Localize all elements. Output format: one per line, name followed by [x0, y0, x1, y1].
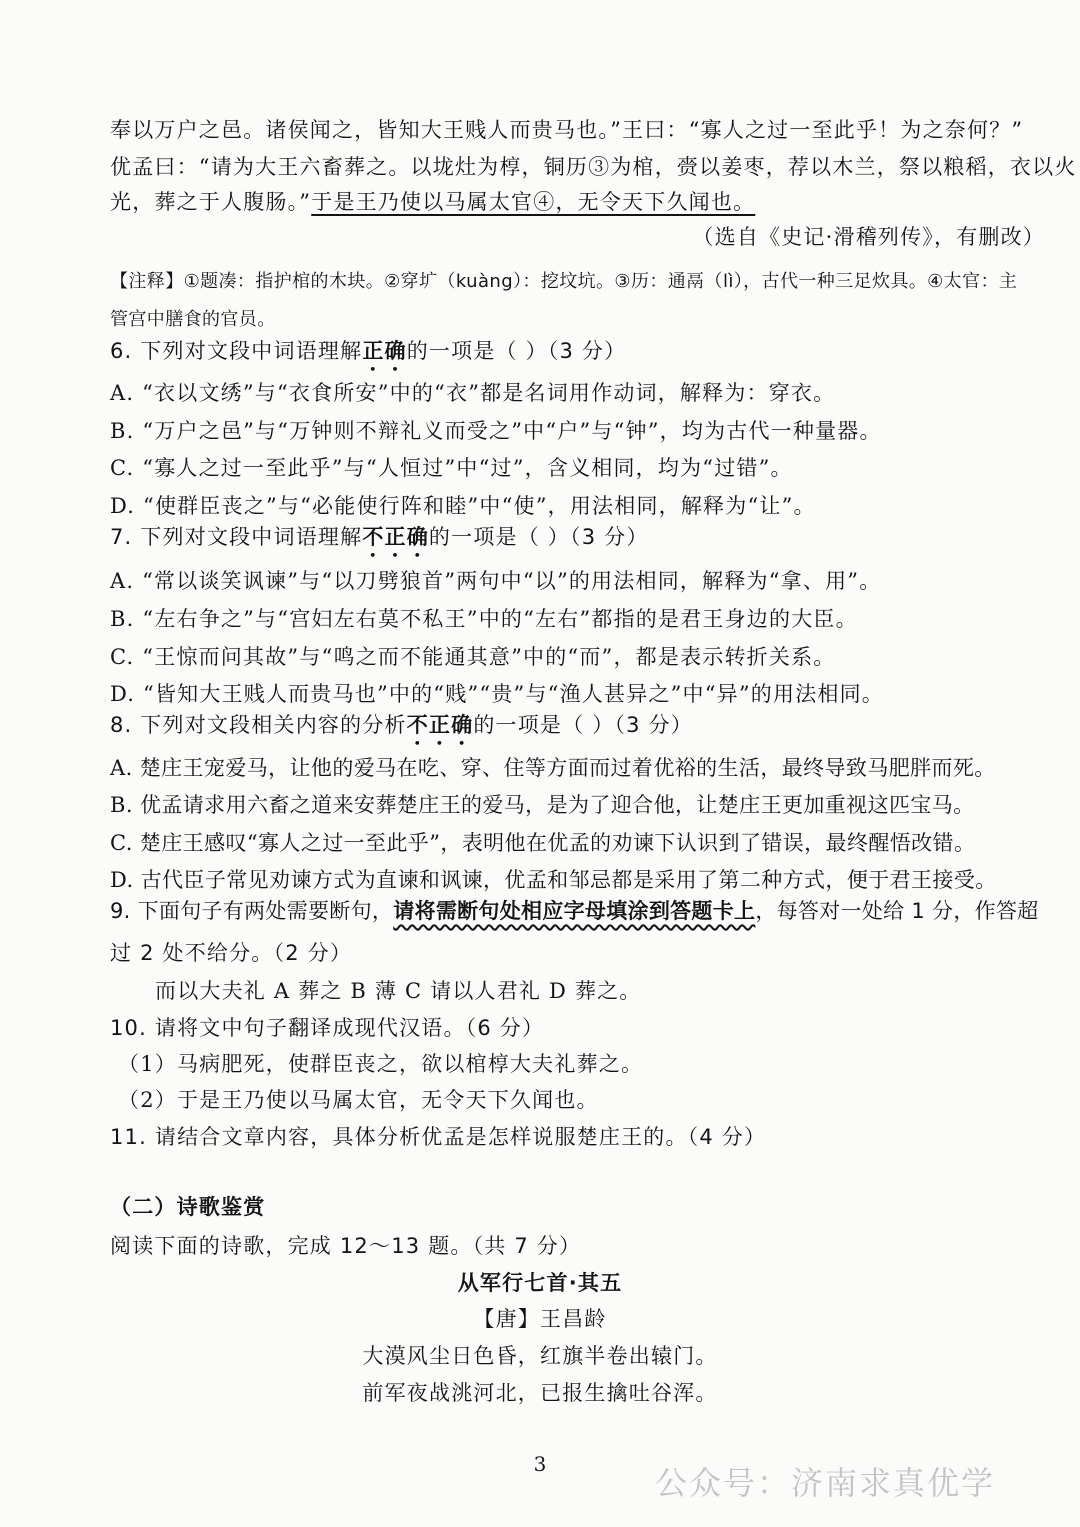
q6-option-a: A. “衣以文绣”与“衣食所安”中的“衣”都是名词用作动词，解释为：穿衣。 [110, 381, 836, 405]
poetry-section-title: （二）诗歌鉴赏 [110, 1195, 266, 1219]
q7-option-b: B. “左右争之”与“宫妇左右莫不私王”中的“左右”都指的是君王身边的大臣。 [110, 607, 858, 631]
q8-option-d: D. 古代臣子常见劝谏方式为直谏和讽谏，优孟和邹忌都是采用了第二种方式，便于君王接受。 [110, 868, 997, 892]
q9-stem-part-b: ，每答对一处给 1 分，作答超 [755, 899, 1039, 923]
q6-option-b: B. “万户之邑”与“万钟则不辩礼义而受之”中“户”与“钟”，均为古代一种量器。 [110, 419, 882, 443]
q10-sentence-2: （2）于是王乃使以马属太官，无令天下久闻也。 [118, 1088, 599, 1112]
q7-stem-part-b: 的一项是（ ）（3 分） [428, 525, 649, 549]
q8-option-b: B. 优孟请求用六畜之道来安葬楚庄王的爱马，是为了迎合他，让楚庄王更加重视这匹宝马。 [110, 793, 975, 817]
q10-sentence-1: （1）马病肥死，使群臣丧之，欲以棺椁大夫礼葬之。 [118, 1052, 644, 1076]
q8-stem [110, 710, 1060, 750]
poem-author: 【唐】王昌龄 [473, 1307, 607, 1331]
passage-underlined-sentence: 于是王乃使以马属太官④，无令天下久闻也。 [311, 190, 756, 214]
passage-line-2: 优孟曰：“请为大王六畜葬之。以垅灶为椁，铜历③为棺，赍以姜枣，荐以木兰，祭以粮稻，衣以火 [110, 155, 1077, 179]
q6-option-c: C. “寡人之过一至此乎”与“人恒过”中“过”，含义相同，均为“过错”。 [110, 456, 793, 480]
watermark: 公众号：济南求真优学 [655, 1464, 996, 1502]
q9-stem-line-2: 过 2 处不给分。（2 分） [110, 941, 353, 965]
page-number: 3 [533, 1452, 547, 1476]
q9-stem-part-a: 9. 下面句子有两处需要断句， [110, 899, 394, 923]
poem-title: 从军行七首·其五 [457, 1271, 623, 1295]
poetry-instruction: 阅读下面的诗歌，完成 12～13 题。（共 7 分） [110, 1234, 582, 1258]
q8-stem-part-b: 的一项是（ ）（3 分） [473, 713, 693, 737]
notes-line-1: 【注释】①题凑：指护棺的木块。②穿圹（kuàng）：挖坟坑。③历：通鬲（lì），古代一种三足炊具。④太官：主 [110, 271, 1018, 292]
q6-emphasis: 正确 [362, 339, 407, 363]
q7-option-c: C. “王惊而问其故”与“鸣之而不能通其意”中的“而”，都是表示转折关系。 [110, 645, 836, 669]
passage-source: （选自《史记·滑稽列传》，有删改） [692, 225, 1045, 249]
passage-line-3 [110, 187, 1060, 217]
q7-emphasis: 不正确 [362, 525, 429, 549]
q9-sentence: 而以大夫礼 A 葬之 B 薄 C 请以人君礼 D 葬之。 [155, 979, 642, 1003]
q6-stem [110, 336, 1060, 376]
passage-line-3-plain: 光，葬之于人腹肠。” [110, 190, 312, 214]
q8-option-c: C. 楚庄王感叹“寡人之过一至此乎”，表明他在优孟的劝谏下认识到了错误，最终醒悟改错。 [110, 831, 976, 855]
passage-line-1: 奉以万户之邑。诸侯闻之，皆知大王贱人而贵马也。”王曰：“寡人之过一至此乎！为之奈何？” [110, 118, 1024, 142]
q8-emphasis: 不正确 [406, 713, 474, 737]
q6-stem-part-b: 的一项是（ ）（3 分） [406, 339, 627, 363]
poem-line-2: 前军夜战洮河北，已报生擒吐谷浑。 [362, 1381, 718, 1405]
q8-option-a: A. 楚庄王宠爱马，让他的爱马在吃、穿、住等方面而过着优裕的生活，最终导致马肥胖而死。 [110, 756, 996, 780]
q7-option-a: A. “常以谈笑讽谏”与“以刀劈狼首”两句中“以”的用法相同，解释为“拿、用”。 [110, 569, 882, 593]
q6-option-d: D. “使群臣丧之”与“必能使行阵和睦”中“使”，用法相同，解释为“让”。 [110, 494, 816, 518]
q7-option-d: D. “皆知大王贱人而贵马也”中的“贱”“贵”与“渔人甚异之”中“异”的用法相同。 [110, 682, 884, 706]
q9-emphasis: 请将需断句处相应字母填涂到答题卡上 [393, 899, 756, 923]
q6-stem-part-a: 6. 下列对文段中词语理解 [110, 339, 363, 363]
notes-line-2: 管宫中膳食的官员。 [110, 309, 276, 330]
q7-stem-part-a: 7. 下列对文段中词语理解 [110, 525, 363, 549]
poem-line-1: 大漠风尘日色昏，红旗半卷出辕门。 [362, 1344, 718, 1368]
q10-stem: 10. 请将文中句子翻译成现代汉语。（6 分） [110, 1016, 545, 1040]
q8-stem-part-a: 8. 下列对文段相关内容的分析 [110, 713, 407, 737]
q9-stem [110, 896, 1060, 926]
q11-stem: 11. 请结合文章内容，具体分析优孟是怎样说服楚庄王的。（4 分） [110, 1125, 767, 1149]
q7-stem [110, 522, 1060, 562]
